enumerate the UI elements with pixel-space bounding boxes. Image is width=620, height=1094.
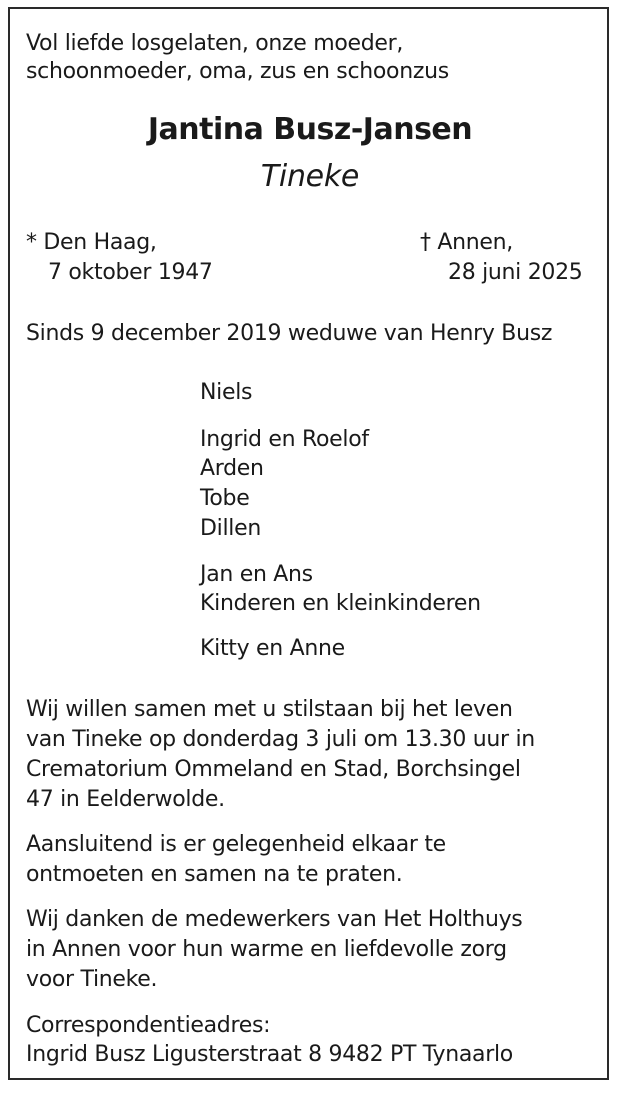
family-member: Jan en Ans — [200, 562, 313, 587]
family-member: Ingrid en Roelof — [200, 427, 369, 452]
correspondence-label: Correspondentieadres: — [26, 1013, 271, 1038]
deceased-name: Jantina Busz-Jansen — [147, 112, 473, 147]
gathering-line: ontmoeten en samen na te praten. — [26, 862, 403, 887]
intro-line-1: Vol liefde losgelaten, onze moeder, — [26, 31, 404, 56]
birth-place: * Den Haag, — [26, 230, 157, 255]
death-place: † Annen, — [420, 230, 514, 255]
correspondence-address: Ingrid Busz Ligusterstraat 8 9482 PT Tynaarlo — [26, 1042, 513, 1067]
family-member: Arden — [200, 456, 264, 481]
death-date: 28 juni 2025 — [448, 260, 583, 285]
family-member: Kitty en Anne — [200, 636, 345, 661]
intro-line-2: schoonmoeder, oma, zus en schoonzus — [26, 59, 449, 84]
family-member: Kinderen en kleinkinderen — [200, 591, 481, 616]
family-member: Dillen — [200, 516, 261, 541]
deceased-nickname: Tineke — [260, 159, 360, 194]
ceremony-line: Wij willen samen met u stilstaan bij het leven — [26, 697, 513, 722]
ceremony-line: 47 in Eelderwolde. — [26, 787, 225, 812]
widow-line: Sinds 9 december 2019 weduwe van Henry Busz — [26, 321, 553, 346]
family-member: Tobe — [200, 486, 250, 511]
ceremony-line: van Tineke op donderdag 3 juli om 13.30 uur in — [26, 727, 535, 752]
gathering-line: Aansluitend is er gelegenheid elkaar te — [26, 832, 446, 857]
thanks-line: Wij danken de medewerkers van Het Holthuys — [26, 907, 523, 932]
ceremony-line: Crematorium Ommeland en Stad, Borchsingel — [26, 757, 521, 782]
family-member: Niels — [200, 380, 253, 405]
birth-date: 7 oktober 1947 — [48, 260, 213, 285]
thanks-line: voor Tineke. — [26, 967, 158, 992]
thanks-line: in Annen voor hun warme en liefdevolle zorg — [26, 937, 507, 962]
